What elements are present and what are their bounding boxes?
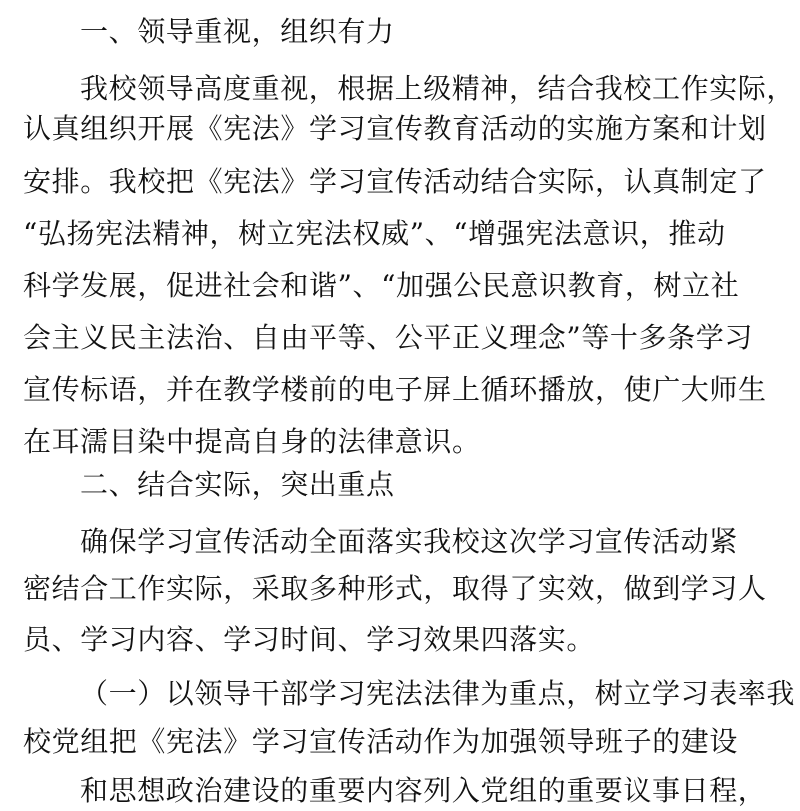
heading-section-2: 二、结合实际，突出重点 xyxy=(80,468,395,501)
paragraph-line: 安排。我校把《宪法》学习宣传活动结合实际，认真制定了 xyxy=(23,165,767,198)
heading-section-1: 一、领导重视，组织有力 xyxy=(80,15,395,48)
paragraph-line: 在耳濡目染中提高自身的法律意识。 xyxy=(23,425,481,458)
paragraph-line: 宣传标语，并在教学楼前的电子屏上循环播放，使广大师生 xyxy=(23,373,767,406)
paragraph-line: 认真组织开展《宪法》学习宣传教育活动的实施方案和计划 xyxy=(23,112,767,145)
paragraph-line: 密结合工作实际，采取多种形式，取得了实效，做到学习人 xyxy=(23,572,767,605)
paragraph-line: 我校领导高度重视，根据上级精神，结合我校工作实际， xyxy=(80,72,796,105)
paragraph-line: 和思想政治建设的重要内容列入党组的重要议事日程， xyxy=(80,774,767,807)
paragraph-line: 会主义民主法治、自由平等、公平正义理念”等十多条学习 xyxy=(23,321,753,354)
paragraph-line: “弘扬宪法精神，树立宪法权威”、“增强宪法意识，推动 xyxy=(23,217,726,250)
paragraph-line: 校党组把《宪法》学习宣传活动作为加强领导班子的建设 xyxy=(23,725,739,758)
paragraph-line: 员、学习内容、学习时间、学习效果四落实。 xyxy=(23,623,596,656)
paragraph-line: 确保学习宣传活动全面落实我校这次学习宣传活动紧 xyxy=(80,525,738,558)
paragraph-line: 科学发展，促进社会和谐”、“加强公民意识教育，树立社 xyxy=(23,269,740,302)
subheading-line: （一）以领导干部学习宪法法律为重点，树立学习表率我 xyxy=(80,677,796,710)
